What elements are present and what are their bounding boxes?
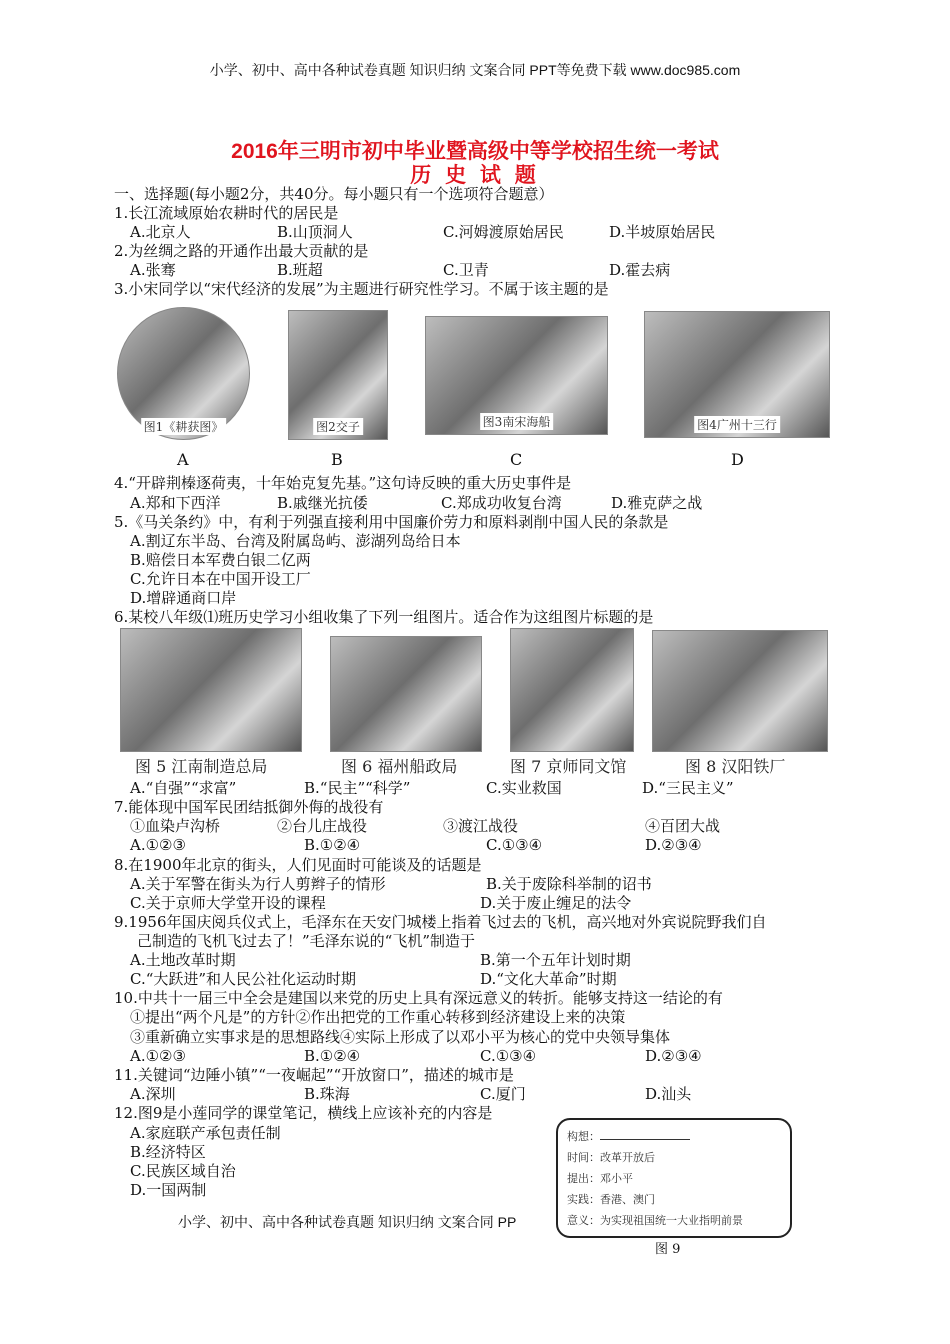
q10-stem: 10.中共十一届三中全会是建国以来党的历史上具有深远意义的转折。能够支持这一结论的有 <box>114 989 723 1007</box>
figure-6-image <box>330 636 482 752</box>
figure-3-image <box>425 316 608 435</box>
q7-stem: 7.能体现中国军民团结抵御外侮的战役有 <box>114 798 384 816</box>
figure-8-image <box>652 630 828 752</box>
q12-stem: 12.图9是小莲同学的课堂笔记，横线上应该补充的内容是 <box>114 1104 493 1122</box>
q1-option-a: A.北京人 <box>130 223 191 241</box>
q1-option-d: D.半坡原始居民 <box>609 223 716 241</box>
q2-option-a: A.张骞 <box>130 261 176 279</box>
q4-option-b: B.戚继光抗倭 <box>277 494 368 512</box>
q6-option-a: A.“自强”“求富” <box>130 779 237 797</box>
q2-option-d: D.霍去病 <box>609 261 671 279</box>
site-header: 小学、初中、高中各种试卷真题 知识归纳 文案合同 PPT等免费下载 www.doc985.com <box>209 62 741 78</box>
q10-option-a: A.①②③ <box>130 1047 186 1065</box>
q8-option-d: D.关于废止缠足的法令 <box>480 894 632 912</box>
q7-item-4: ④百团大战 <box>645 817 721 835</box>
q10-items-line2: ③重新确立实事求是的思想路线④实际上形成了以邓小平为核心的党中央领导集体 <box>130 1028 671 1046</box>
figure-5-image <box>120 628 302 752</box>
q4-stem: 4.“开辟荆榛逐荷夷，十年始克复先基。”这句诗反映的重大历史事件是 <box>114 474 572 492</box>
q7-item-1: ①血染卢沟桥 <box>130 817 221 835</box>
q6-stem: 6.某校八年级⑴班历史学习小组收集了下列一组图片。适合作为这组图片标题的是 <box>114 608 654 626</box>
figure-6-caption: 图 6 福州船政局 <box>341 757 458 776</box>
q3-stem: 3.小宋同学以“宋代经济的发展”为主题进行研究性学习。不属于该主题的是 <box>114 280 609 298</box>
note-line-concept: 构想： <box>567 1130 600 1143</box>
q9-option-a: A.土地改革时期 <box>130 951 236 969</box>
q1-option-c: C.河姆渡原始居民 <box>443 223 564 241</box>
q4-option-c: C.郑成功收复台湾 <box>441 494 562 512</box>
q11-stem: 11.关键词“边陲小镇”“一夜崛起”“开放窗口”，描述的城市是 <box>114 1066 514 1084</box>
q12-option-d: D.一国两制 <box>130 1181 207 1199</box>
q6-option-b: B.“民主”“科学” <box>304 779 411 797</box>
note-line-significance: 意义：为实现祖国统一大业指明前景 <box>567 1214 743 1227</box>
q8-option-c: C.关于京师大学堂开设的课程 <box>130 894 326 912</box>
q7-option-d: D.②③④ <box>645 836 702 854</box>
q6-option-d: D.“三民主义” <box>642 779 734 797</box>
q1-stem: 1.长江流域原始农耕时代的居民是 <box>114 204 339 222</box>
q10-option-d: D.②③④ <box>645 1047 702 1065</box>
figure-2-image <box>288 310 388 440</box>
class-notes-box <box>556 1118 792 1238</box>
q8-option-b: B.关于废除科举制的诏书 <box>486 875 652 893</box>
figure-7-caption: 图 7 京师同文馆 <box>510 757 627 776</box>
q3-label-b: B <box>331 450 343 469</box>
q10-items-line1: ①提出“两个凡是”的方针②作出把党的工作重心转移到经济建设上来的决策 <box>130 1008 626 1026</box>
exam-subtitle: 历 史 试 题 <box>410 164 540 187</box>
q2-option-c: C.卫青 <box>443 261 489 279</box>
figure-caption: 图3南宋海船 <box>480 413 554 430</box>
figure-caption: 图4广州十三行 <box>694 416 780 433</box>
q9-stem-cont: 己制造的飞机飞过去了！”毛泽东说的“飞机”制造于 <box>137 932 476 950</box>
figure-4-image <box>644 311 830 438</box>
answer-blank <box>600 1129 690 1140</box>
figure-9-caption: 图 9 <box>655 1242 681 1257</box>
q9-option-d: D.“文化大革命”时期 <box>480 970 617 988</box>
q5-option-b: B.赔偿日本军费白银二亿两 <box>130 551 311 569</box>
q12-option-b: B.经济特区 <box>130 1143 206 1161</box>
q7-item-3: ③渡江战役 <box>443 817 519 835</box>
q9-stem: 9.1956年国庆阅兵仪式上，毛泽东在天安门城楼上指着飞过去的飞机，高兴地对外宾说院野我们自 <box>114 913 767 931</box>
q8-option-a: A.关于军警在街头为行人剪辫子的情形 <box>130 875 386 893</box>
q10-option-b: B.①②④ <box>304 1047 361 1065</box>
q4-option-a: A.郑和下西洋 <box>130 494 221 512</box>
q6-option-c: C.实业救国 <box>486 779 562 797</box>
q5-stem: 5.《马关条约》中，有利于列强直接利用中国廉价劳力和原料剥削中国人民的条款是 <box>114 513 669 531</box>
q3-label-d: D <box>731 450 744 469</box>
note-line-proposer: 提出：邓小平 <box>567 1172 633 1185</box>
q5-option-d: D.增辟通商口岸 <box>130 589 237 607</box>
site-footer: 小学、初中、高中各种试卷真题 知识归纳 文案合同 PP <box>178 1214 517 1230</box>
q4-option-d: D.雅克萨之战 <box>611 494 703 512</box>
figure-caption: 图1《耕获图》 <box>141 418 227 435</box>
q12-option-c: C.民族区域自治 <box>130 1162 236 1180</box>
q7-option-b: B.①②④ <box>304 836 361 854</box>
q2-stem: 2.为丝绸之路的开通作出最大贡献的是 <box>114 242 369 260</box>
q11-option-c: C.厦门 <box>480 1085 526 1103</box>
q10-option-c: C.①③④ <box>480 1047 537 1065</box>
q7-option-a: A.①②③ <box>130 836 186 854</box>
q2-option-b: B.班超 <box>277 261 323 279</box>
figure-5-caption: 图 5 江南制造总局 <box>135 757 268 776</box>
q3-label-c: C <box>510 450 523 469</box>
q7-item-2: ②台儿庄战役 <box>277 817 368 835</box>
q12-option-a: A.家庭联产承包责任制 <box>130 1124 281 1142</box>
q7-option-c: C.①③④ <box>486 836 543 854</box>
note-line-practice: 实践：香港、澳门 <box>567 1193 655 1206</box>
q8-stem: 8.在1900年北京的街头，人们见面时可能谈及的话题是 <box>114 856 482 874</box>
figure-1-image <box>117 307 250 440</box>
exam-title: 2016年三明市初中毕业暨高级中等学校招生统一考试 <box>231 140 719 163</box>
figure-caption: 图2交子 <box>313 418 363 435</box>
q1-option-b: B.山顶洞人 <box>277 223 353 241</box>
figure-7-image <box>510 628 634 752</box>
section-heading: 一、选择题(每小题2分，共40分。每小题只有一个选项符合题意） <box>114 185 554 203</box>
q11-option-b: B.珠海 <box>304 1085 350 1103</box>
q9-option-b: B.第一个五年计划时期 <box>480 951 631 969</box>
q11-option-a: A.深圳 <box>130 1085 176 1103</box>
figure-8-caption: 图 8 汉阳铁厂 <box>685 757 786 776</box>
q3-label-a: A <box>177 450 189 469</box>
q5-option-a: A.割辽东半岛、台湾及附属岛屿、澎湖列岛给日本 <box>130 532 461 550</box>
q11-option-d: D.汕头 <box>645 1085 692 1103</box>
q9-option-c: C.“大跃进”和人民公社化运动时期 <box>130 970 357 988</box>
note-line-time: 时间：改革开放后 <box>567 1151 655 1164</box>
q5-option-c: C.允许日本在中国开设工厂 <box>130 570 311 588</box>
